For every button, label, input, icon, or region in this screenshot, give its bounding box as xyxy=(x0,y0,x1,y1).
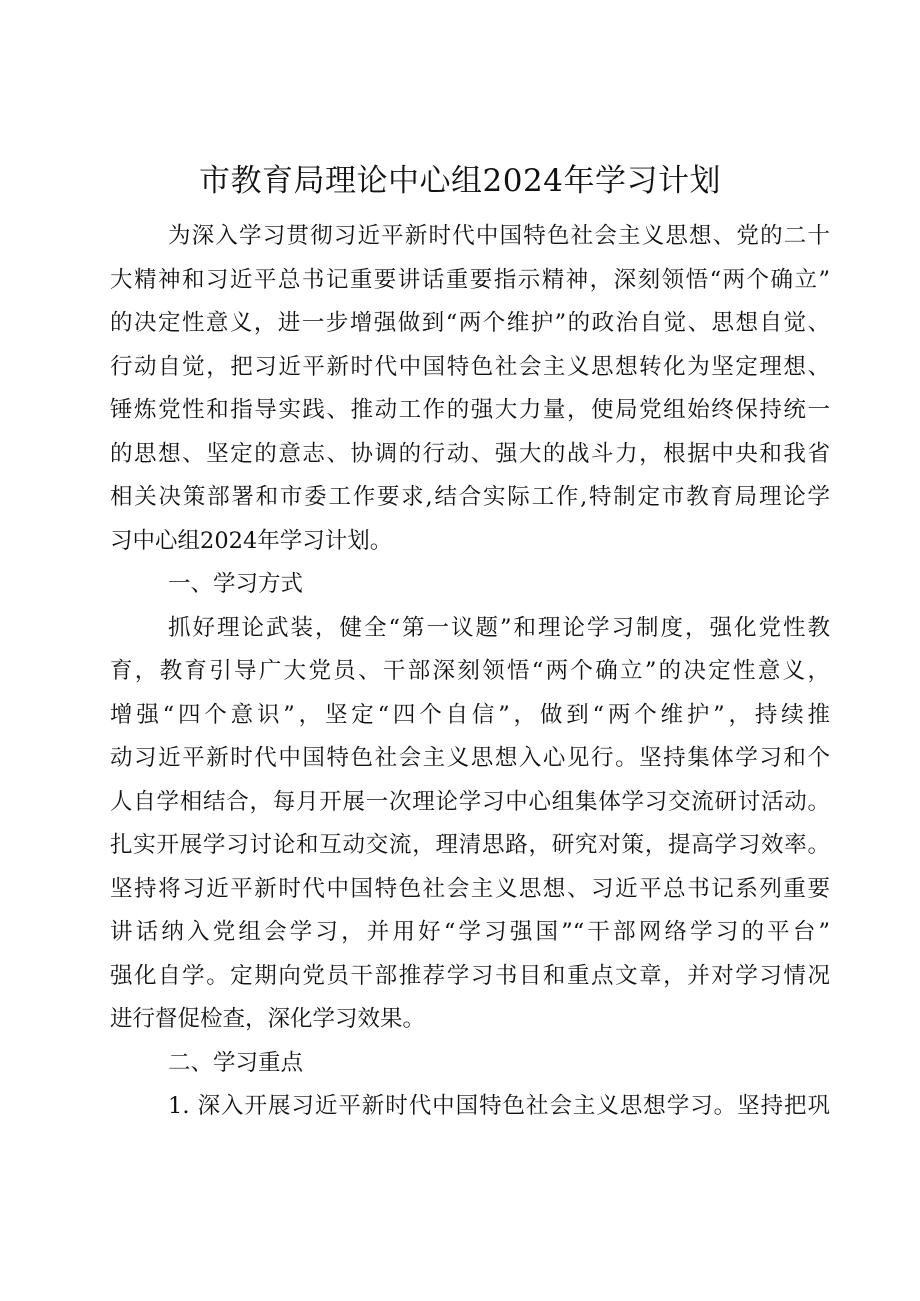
section1-line: 讲话纳入党组会学习，并用好“学习强国”“干部网络学习的平台” xyxy=(110,919,830,945)
section1-line: 坚持将习近平新时代中国特色社会主义思想、习近平总书记系列重要 xyxy=(110,875,830,902)
intro-line: 为深入学习贯彻习近平新时代中国特色社会主义思想、党的二十 xyxy=(168,223,830,249)
intro-line: 锤炼党性和指导实践、推动工作的强大力量，使局党组始终保持统一 xyxy=(110,397,830,423)
section1-line: 扎实开展学习讨论和互动交流，理清思路，研究对策，提高学习效率。 xyxy=(110,832,830,858)
section-heading: 一、学习方式 xyxy=(168,571,304,597)
intro-line: 习中心组2024年学习计划。 xyxy=(110,527,393,554)
section-heading: 二、学习重点 xyxy=(168,1049,304,1076)
section1-line: 抓好理论武装，健全“第一议题”和理论学习制度，强化党性教 xyxy=(168,614,830,641)
section1-line: 强化自学。定期向党员干部推荐学习书目和重点文章，并对学习情况 xyxy=(110,962,830,989)
item1-line: 1. 深入开展习近平新时代中国特色社会主义思想学习。坚持把巩 xyxy=(168,1093,830,1119)
document-title: 市教育局理论中心组2024年学习计划 xyxy=(199,163,721,199)
document-body xyxy=(110,215,830,1129)
intro-line: 大精神和习近平总书记重要讲话重要指示精神，深刻领悟“两个确立” xyxy=(110,266,830,293)
intro-line: 相关决策部署和市委工作要求,结合实际工作,特制定市教育局理论学 xyxy=(110,484,830,510)
section1-line: 育，教育引导广大党员、干部深刻领悟“两个确立”的决定性意义， xyxy=(110,658,830,684)
intro-line: 行动自觉，把习近平新时代中国特色社会主义思想转化为坚定理想、 xyxy=(110,353,830,380)
intro-line: 的决定性意义，进一步增强做到“两个维护”的政治自觉、思想自觉、 xyxy=(110,310,830,336)
section1-line: 进行督促检查，深化学习效果。 xyxy=(110,1006,426,1032)
section1-line: 人自学相结合，每月开展一次理论学习中心组集体学习交流研讨活动。 xyxy=(110,788,830,815)
intro-line: 的思想、坚定的意志、协调的行动、强大的战斗力，根据中央和我省 xyxy=(110,440,830,467)
section1-line: 动习近平新时代中国特色社会主义思想入心见行。坚持集体学习和个 xyxy=(110,745,830,771)
section1-line: 增强“四个意识”，坚定“四个自信”，做到“两个维护”，持续推 xyxy=(110,701,830,728)
